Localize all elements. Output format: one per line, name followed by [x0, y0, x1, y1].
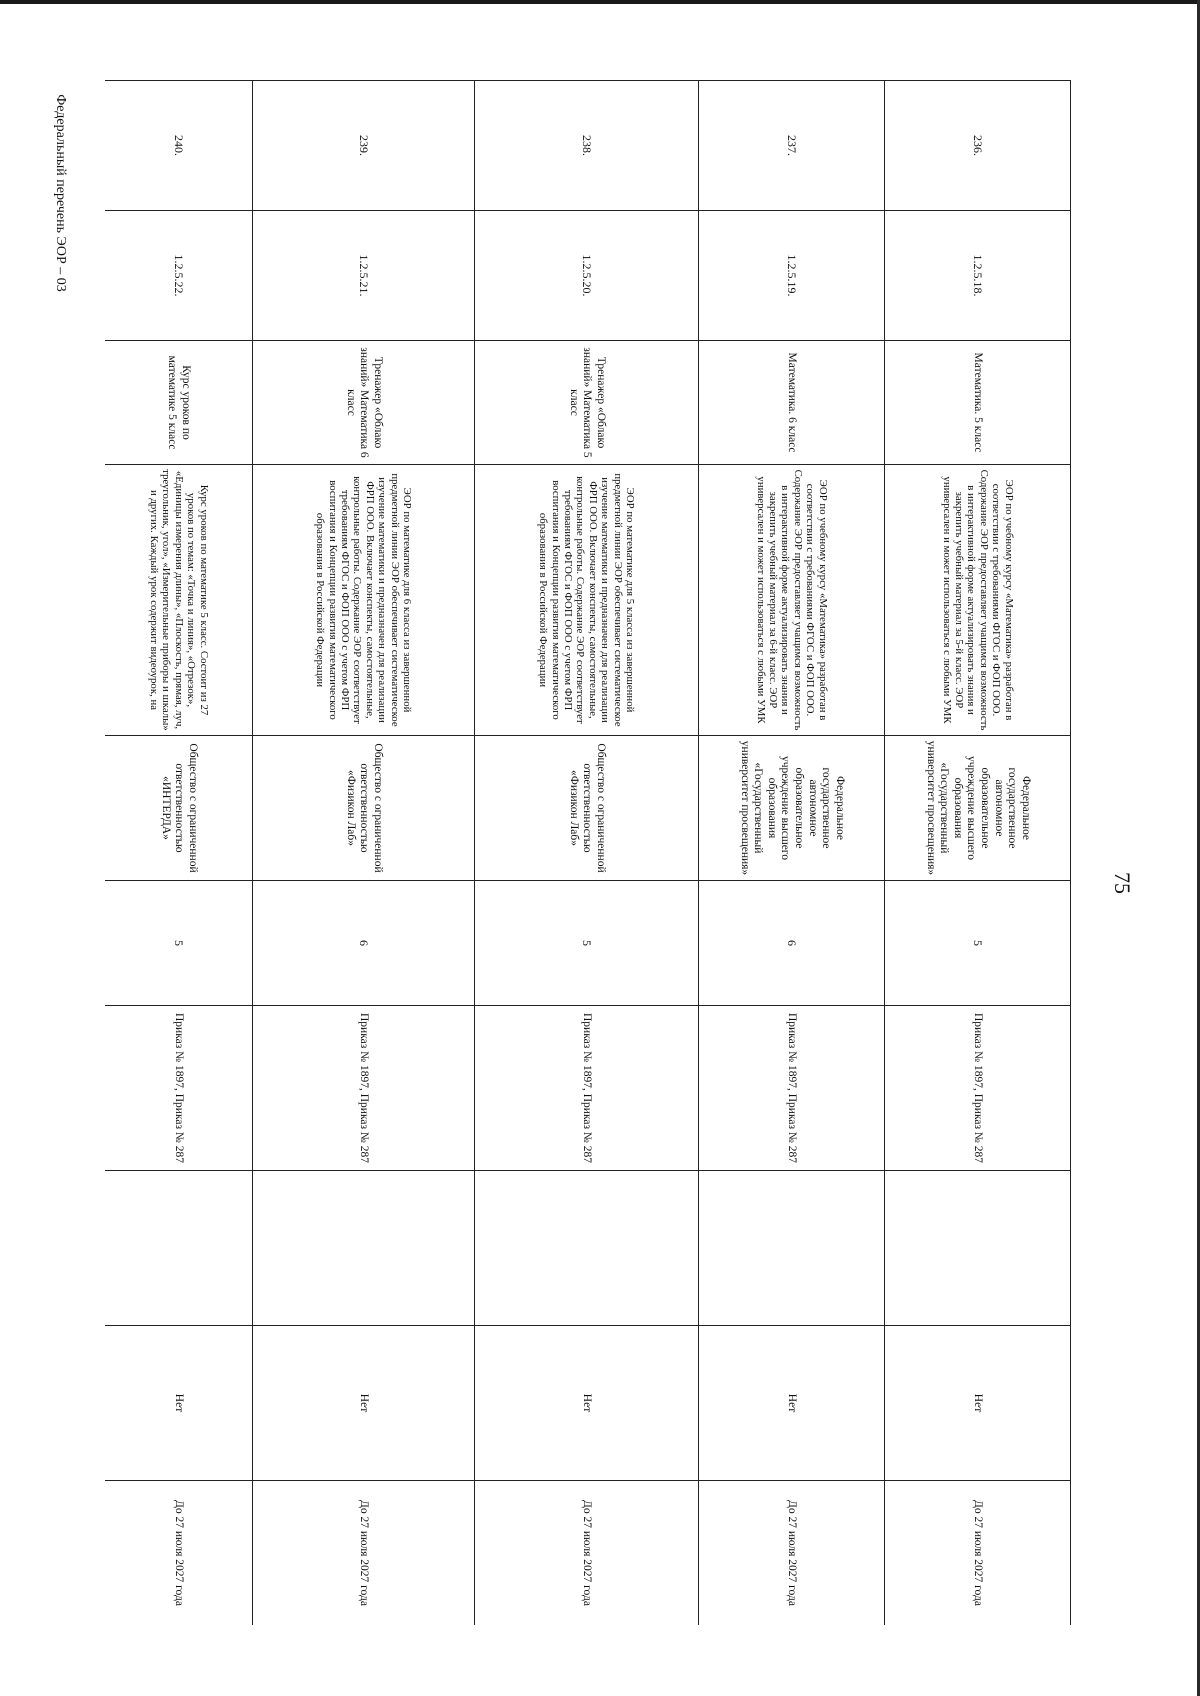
row-organization: Общество с ограниченной ответственностью «Физикон Лаб»: [253, 736, 475, 881]
row-code: 1.2.5.22.: [105, 211, 253, 341]
footer-note: Федеральный перечень ЭОР – 03: [53, 94, 68, 292]
row-description: ЭОР по математике для 5 класса из завершенной предметной линии ЭОР обеспечивает систематическое изучение математики и предназначен для реализации ФРП ООО. Включает конспекты, самостоятельные, контрольные работы. Содержание ЭОР соответствует требованиям ФГОС и ФОП ООО с учетом ФРП воспитания и Концепции развития математического образования в Российской Федерации: [475, 465, 699, 736]
row-empty-cell: [105, 1171, 253, 1326]
row-organization: Общество с ограниченной ответственностью «Физикон Лаб»: [475, 736, 699, 881]
scan-top-edge: [0, 0, 1200, 4]
row-flag: Нет: [885, 1326, 1071, 1481]
row-number: 239.: [253, 81, 475, 211]
row-order: Приказ № 1897, Приказ № 287: [885, 1006, 1071, 1171]
row-deadline: До 27 июля 2027 года: [105, 1481, 253, 1626]
row-count: 5: [105, 881, 253, 1006]
row-count: 6: [253, 881, 475, 1006]
row-deadline: До 27 июля 2027 года: [475, 1481, 699, 1626]
row-code: 1.2.5.21.: [253, 211, 475, 341]
table-row: [475, 81, 699, 1626]
row-name: Курс уроков по математике 5 класс: [105, 341, 253, 465]
row-empty-cell: [475, 1171, 699, 1326]
row-empty-cell: [699, 1171, 885, 1326]
row-description: ЭОР по учебному курсу «Математика» разработан в соответствии с требованиями ФГОС и ФОП ООО. Содержание ЭОР предоставляет учащимся возможность в интерактивной форме актуализировать знания и закрепить учебный материал за 6-й класс. ЭОР универсален и может использоваться с любыми УМК: [699, 465, 885, 736]
row-name: Тренажер «Облако знаний» Математика 6 класс: [253, 341, 475, 465]
row-flag: Нет: [699, 1326, 885, 1481]
row-order: Приказ № 1897, Приказ № 287: [475, 1006, 699, 1171]
row-count: 5: [885, 881, 1071, 1006]
row-code: 1.2.5.18.: [885, 211, 1071, 341]
eor-table: [105, 80, 1071, 1625]
row-empty-cell: [885, 1171, 1071, 1326]
row-order: Приказ № 1897, Приказ № 287: [253, 1006, 475, 1171]
row-number: 236.: [885, 81, 1071, 211]
table-container: [105, 80, 1071, 1625]
row-organization: Федеральное государственное автономное образовательное учреждение высшего образования «Государственный университет просвещения»: [699, 736, 885, 881]
row-code: 1.2.5.20.: [475, 211, 699, 341]
row-code: 1.2.5.19.: [699, 211, 885, 341]
row-order: Приказ № 1897, Приказ № 287: [699, 1006, 885, 1171]
row-number: 237.: [699, 81, 885, 211]
row-number: 238.: [475, 81, 699, 211]
row-number: 240.: [105, 81, 253, 211]
table-row: [885, 81, 1071, 1626]
row-deadline: До 27 июля 2027 года: [253, 1481, 475, 1626]
row-name: Тренажер «Облако знаний» Математика 5 класс: [475, 341, 699, 465]
row-organization: Федеральное государственное автономное образовательное учреждение высшего образования «Государственный университет просвещения»: [885, 736, 1071, 881]
row-flag: Нет: [475, 1326, 699, 1481]
row-flag: Нет: [253, 1326, 475, 1481]
row-name: Математика. 5 класс: [885, 341, 1071, 465]
row-count: 5: [475, 881, 699, 1006]
table-row: [699, 81, 885, 1626]
row-deadline: До 27 июля 2027 года: [699, 1481, 885, 1626]
row-order: Приказ № 1897, Приказ № 287: [105, 1006, 253, 1171]
table-row: [253, 81, 475, 1626]
row-flag: Нет: [105, 1326, 253, 1481]
rotated-table: [105, 80, 1071, 1625]
page-number: 75: [1110, 872, 1135, 894]
row-description: Курс уроков по математике 5 класс. Состоит из 27 уроков по темам: «Точка и линия», «Отрезок», «Единицы измерения длины», «Плоскость, прямая, луч, треугольник, угол», «Измерительные приборы и шкалы» и других. Каждый урок содержит видеоурок, на: [105, 465, 253, 736]
row-description: ЭОР по математике для 6 класса из завершенной предметной линии ЭОР обеспечивает систематическое изучение математики и предназначен для реализации ФРП ООО. Включает конспекты, самостоятельные, контрольные работы. Содержание ЭОР соответствует требованиям ФГОС и ФОП ООО с учетом ФРП воспитания и Концепции развития математического образования в Российской Федерации: [253, 465, 475, 736]
row-deadline: До 27 июля 2027 года: [885, 1481, 1071, 1626]
table-row: [105, 81, 253, 1626]
row-description: ЭОР по учебному курсу «Математика» разработан в соответствии с требованиями ФГОС и ФОП ООО. Содержание ЭОР предоставляет учащимся возможность в интерактивной форме актуализировать знания и закрепить учебный материал за 5-й класс. ЭОР универсален и может использоваться с любыми УМК: [885, 465, 1071, 736]
row-empty-cell: [253, 1171, 475, 1326]
row-name: Математика. 6 класс: [699, 341, 885, 465]
row-count: 6: [699, 881, 885, 1006]
row-organization: Общество с ограниченной ответственностью «ИНТЕРДА»: [105, 736, 253, 881]
